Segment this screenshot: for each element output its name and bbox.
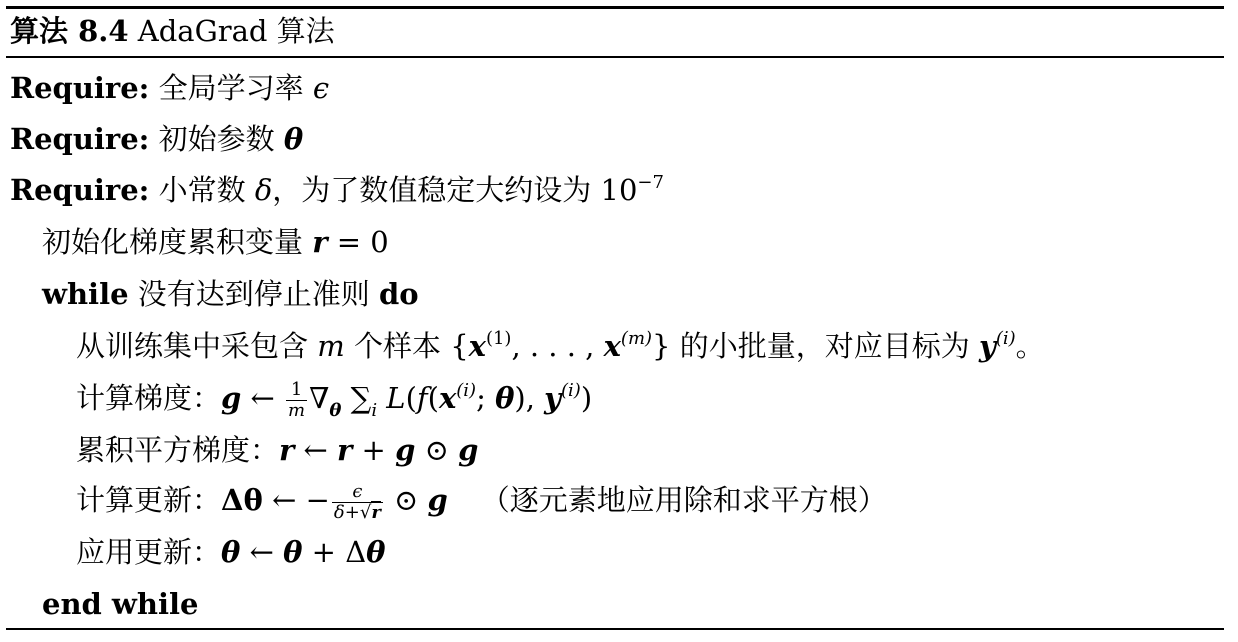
sample-text-b: 个样本 <box>353 329 441 363</box>
ellipsis: , . . . , <box>511 329 604 363</box>
r-symbol: r <box>312 225 328 259</box>
do-keyword: do <box>379 277 419 311</box>
subscript: i <box>371 400 378 421</box>
paren: ( <box>427 381 439 415</box>
update-note: （逐元素地应用除和求平方根） <box>480 483 887 517</box>
sqrt-r-symbol: r <box>371 501 381 523</box>
arrow-symbol: ← <box>303 433 328 467</box>
epsilon-symbol: ϵ <box>312 71 330 105</box>
superscript: (m) <box>620 328 653 349</box>
fraction <box>286 380 307 421</box>
fraction-numerator: ϵ <box>332 482 383 503</box>
sum-symbol: ∑ <box>350 381 372 415</box>
paren: ( <box>405 381 417 415</box>
r-symbol: r <box>279 433 295 467</box>
fraction <box>332 482 383 523</box>
odot-symbol: ⊙ <box>394 483 419 517</box>
while-line <box>42 268 419 320</box>
init-accumulator <box>42 216 389 268</box>
sample-text-c: 的小批量，对应目标为 <box>679 329 970 363</box>
delta-symbol: Δ <box>345 535 367 569</box>
fraction-denominator <box>332 503 383 523</box>
g-symbol: g <box>427 483 448 517</box>
algorithm-name: AdaGrad 算法 <box>137 14 335 48</box>
theta-symbol: θ <box>283 122 304 156</box>
step-label: 计算更新： <box>76 483 222 517</box>
superscript: (i) <box>561 380 581 401</box>
x-symbol: x <box>468 329 486 363</box>
g-symbol: g <box>221 381 242 415</box>
set-close: } <box>652 329 671 363</box>
superscript: (1) <box>485 328 512 349</box>
fraction-denominator: m <box>288 399 306 421</box>
step-label: 累积平方梯度： <box>76 433 280 467</box>
minus-symbol: − <box>305 483 330 517</box>
require-text: 小常数 <box>158 173 246 207</box>
require-initial-params <box>10 113 303 165</box>
title-rule <box>6 56 1224 58</box>
odot-symbol: ⊙ <box>424 433 449 467</box>
require-small-constant <box>10 164 664 216</box>
superscript: (i) <box>456 380 477 401</box>
sample-minibatch <box>76 320 1045 372</box>
denominator-text: δ+√ <box>333 501 372 523</box>
g-symbol: g <box>395 433 416 467</box>
theta-symbol: θ <box>283 535 303 569</box>
exponent: −7 <box>637 172 664 193</box>
loss-symbol: L <box>386 381 406 415</box>
while-condition: 没有达到停止准则 <box>137 277 370 311</box>
x-symbol: x <box>438 381 457 415</box>
r-symbol: r <box>337 433 353 467</box>
arrow-symbol: ← <box>272 483 297 517</box>
paren: ) <box>580 381 593 415</box>
y-symbol: y <box>544 381 562 415</box>
init-value: = 0 <box>327 225 389 259</box>
plus-symbol: + <box>361 433 386 467</box>
require-keyword: Require: <box>10 71 150 105</box>
superscript: (i) <box>995 328 1016 349</box>
compute-update <box>76 474 887 526</box>
subscript: θ <box>329 400 342 421</box>
algorithm-title <box>10 5 335 57</box>
theta-symbol: θ <box>221 535 241 569</box>
plus-symbol: + <box>311 535 336 569</box>
while-keyword: while <box>42 277 129 311</box>
bottom-rule <box>6 628 1224 630</box>
delta-symbol: δ <box>254 173 273 207</box>
sample-text-a: 从训练集中采包含 <box>76 329 309 363</box>
nabla-symbol: ∇ <box>309 381 330 415</box>
algorithm-number: 算法 8.4 <box>10 14 129 48</box>
step-label: 应用更新： <box>76 535 222 569</box>
delta-theta-symbol: Δθ <box>221 483 263 517</box>
compute-gradient <box>76 372 592 424</box>
accumulate-squared-gradient <box>76 424 478 476</box>
theta-symbol: θ <box>495 381 515 415</box>
require-learning-rate <box>10 62 329 114</box>
require-keyword: Require: <box>10 122 150 156</box>
g-symbol: g <box>458 433 479 467</box>
require-keyword: Require: <box>10 173 150 207</box>
semicolon: ; <box>476 381 496 415</box>
step-label: 计算梯度： <box>76 381 222 415</box>
arrow-symbol: ← <box>249 535 274 569</box>
m-symbol: m <box>317 329 345 363</box>
theta-symbol: θ <box>366 535 386 569</box>
require-text: 全局学习率 <box>158 71 304 105</box>
require-text: 初始参数 <box>158 122 275 156</box>
arrow-symbol: ← <box>250 381 275 415</box>
paren-comma: ), <box>514 381 545 415</box>
f-symbol: f <box>416 381 428 415</box>
end-while: end while <box>42 587 199 621</box>
set-open: { <box>450 329 469 363</box>
require-text-b: ，为了数值稳定大约设为 10 <box>272 173 638 207</box>
y-symbol: y <box>978 329 996 363</box>
fraction-numerator: 1 <box>286 380 307 401</box>
apply-update <box>76 526 386 578</box>
x-symbol: x <box>603 329 621 363</box>
sentence-end: 。 <box>1015 329 1045 363</box>
init-text: 初始化梯度累积变量 <box>42 225 304 259</box>
